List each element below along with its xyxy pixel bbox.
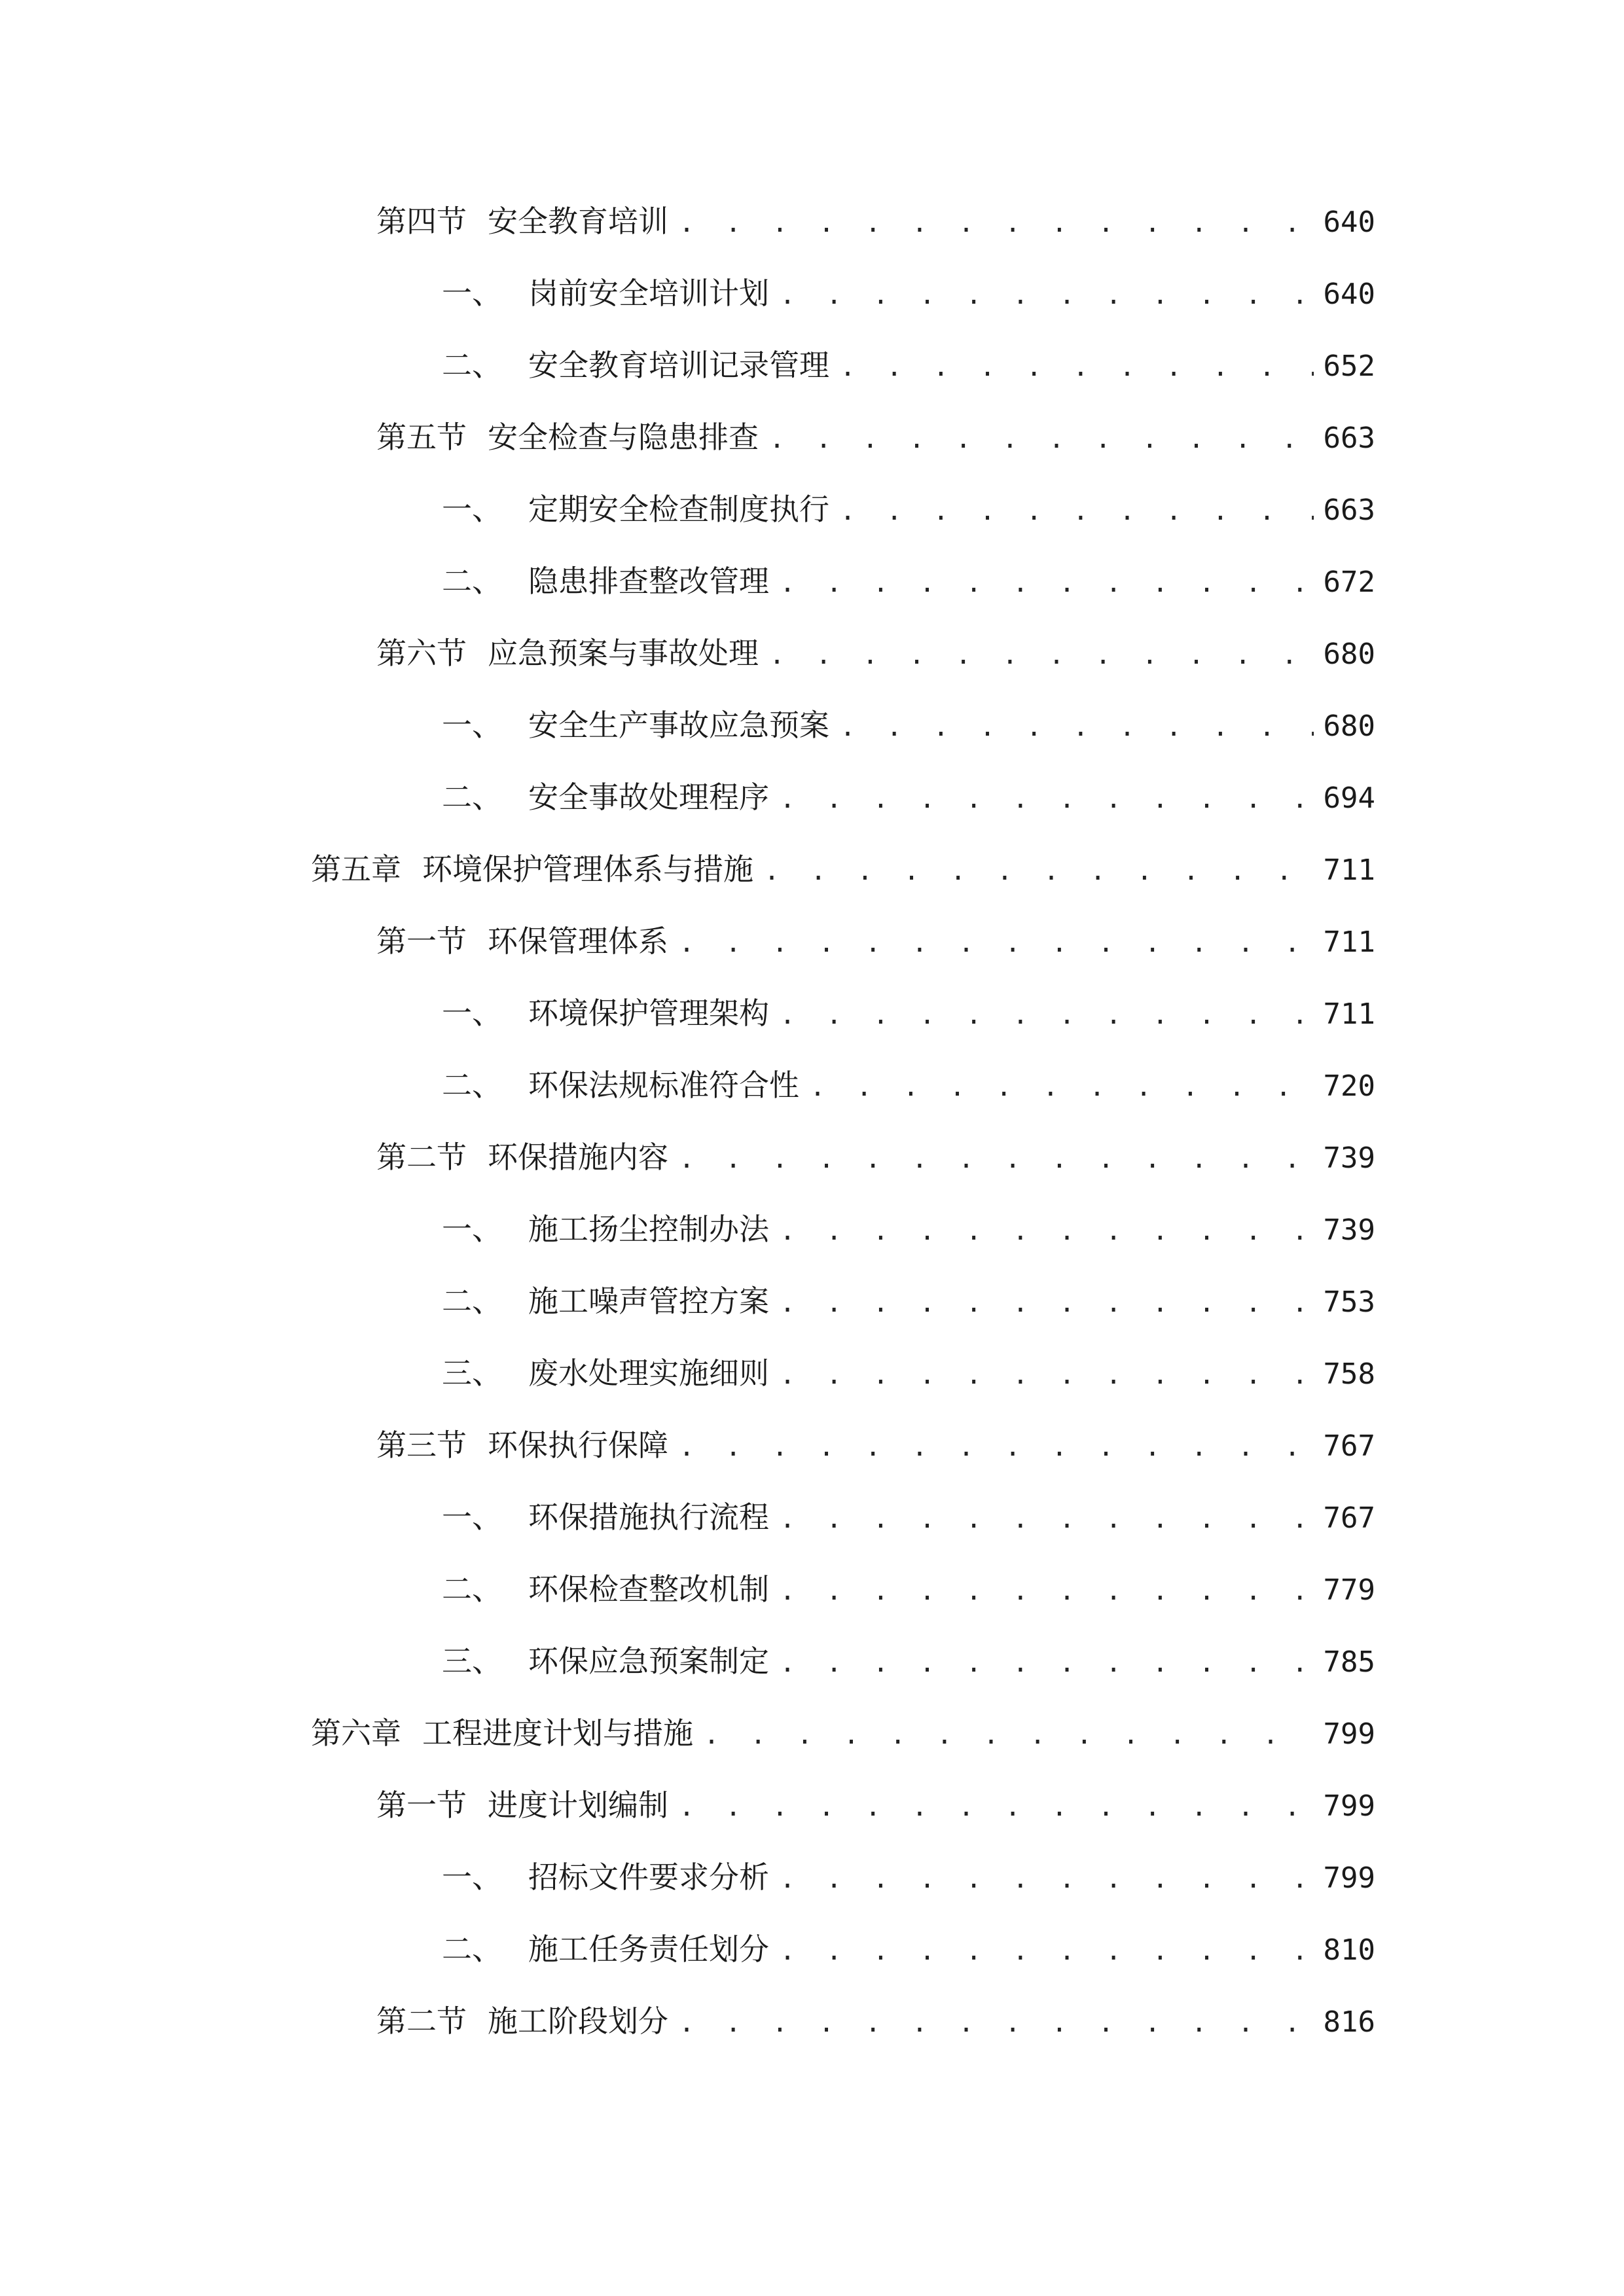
toc-entry-title: 工程进度计划与措施 (422, 1715, 693, 1751)
toc-entry-title: 环保法规标准符合性 (528, 1067, 799, 1103)
toc-entry[interactable] (0, 977, 1624, 1049)
toc-entry-page: 640 (1323, 206, 1375, 239)
toc-entry-page: 799 (1323, 1789, 1375, 1823)
toc-entry-title: 环境保护管理体系与措施 (422, 852, 753, 887)
toc-entry-title: 隐患排查整改管理 (528, 564, 769, 599)
toc-entry-number: 第四节 (376, 204, 467, 239)
dot-leader (840, 691, 1314, 763)
toc-entry[interactable] (0, 1049, 1624, 1121)
toc-entry-page: 758 (1323, 1357, 1375, 1391)
dot-leader (679, 187, 1314, 259)
toc-entry-page: 785 (1323, 1645, 1375, 1679)
dot-leader (840, 331, 1314, 403)
toc-entry-number: 第一节 (376, 1787, 467, 1823)
toc-entry[interactable] (0, 833, 1624, 905)
toc-entry-number: 第五章 (311, 852, 401, 887)
dot-leader (780, 259, 1314, 331)
toc-entry-title: 施工扬尘控制办法 (528, 1211, 769, 1247)
toc-entry-number: 第五节 (376, 420, 467, 455)
toc-entry[interactable] (0, 1121, 1624, 1193)
toc-entry-number: 一、 (442, 492, 502, 527)
dot-leader (780, 1843, 1314, 1915)
toc-entry[interactable] (0, 1553, 1624, 1625)
toc-entry[interactable] (0, 1841, 1624, 1913)
toc-entry-number: 二、 (442, 1283, 502, 1319)
toc-entry-title: 安全检查与隐患排查 (488, 420, 759, 455)
toc-entry-page: 767 (1323, 1429, 1375, 1463)
toc-entry-title: 安全事故处理程序 (528, 780, 769, 815)
toc-entry-page: 739 (1323, 1213, 1375, 1247)
dot-leader (769, 403, 1314, 475)
toc-entry-title: 环保措施执行流程 (528, 1499, 769, 1535)
dot-leader (780, 979, 1314, 1051)
toc-entry-page: 663 (1323, 422, 1375, 455)
toc-entry-title: 施工阶段划分 (488, 2003, 668, 2039)
toc-entry-title: 岗前安全培训计划 (528, 276, 769, 311)
toc-entry-page: 739 (1323, 1141, 1375, 1175)
toc-entry-number: 第三节 (376, 1427, 467, 1463)
toc-entry-title: 施工任务责任划分 (528, 1931, 769, 1967)
toc-entry[interactable] (0, 761, 1624, 833)
toc-entry-number: 三、 (442, 1643, 502, 1679)
toc-entry[interactable] (0, 1913, 1624, 1985)
toc-entry-page: 711 (1323, 997, 1375, 1031)
toc-entry-number: 一、 (442, 1859, 502, 1895)
toc-entry[interactable] (0, 1985, 1624, 2057)
dot-leader (810, 1051, 1314, 1123)
toc-entry[interactable] (0, 1769, 1624, 1841)
toc-entry-page: 767 (1323, 1501, 1375, 1535)
toc-entry-number: 第二节 (376, 1139, 467, 1175)
dot-leader (704, 1699, 1314, 1771)
toc-entry-title: 应急预案与事故处理 (488, 636, 759, 671)
toc-entry-page: 711 (1323, 925, 1375, 959)
toc-entry-page: 672 (1323, 565, 1375, 599)
toc-entry-page: 652 (1323, 350, 1375, 383)
toc-entry[interactable] (0, 617, 1624, 689)
toc-entry[interactable] (0, 1697, 1624, 1769)
toc-entry-page: 640 (1323, 278, 1375, 311)
toc-entry-title: 安全教育培训记录管理 (528, 348, 829, 383)
toc-entry-title: 环保执行保障 (488, 1427, 668, 1463)
toc-entry-number: 一、 (442, 1211, 502, 1247)
toc-entry-number: 二、 (442, 564, 502, 599)
dot-leader (679, 1123, 1314, 1195)
toc-entry-number: 二、 (442, 780, 502, 815)
toc-entry-page: 663 (1323, 493, 1375, 527)
toc-entry[interactable] (0, 329, 1624, 401)
toc-entry-title: 进度计划编制 (488, 1787, 668, 1823)
toc-entry-number: 第一节 (376, 924, 467, 959)
toc-entry-title: 环保应急预案制定 (528, 1643, 769, 1679)
toc-entry-page: 711 (1323, 853, 1375, 887)
toc-entry-page: 720 (1323, 1069, 1375, 1103)
toc-entry[interactable] (0, 545, 1624, 617)
toc-entry-title: 施工噪声管控方案 (528, 1283, 769, 1319)
toc-entry-number: 第二节 (376, 2003, 467, 2039)
toc-entry-title: 废水处理实施细则 (528, 1355, 769, 1391)
toc-entry-title: 安全教育培训 (488, 204, 668, 239)
toc-entry-number: 一、 (442, 996, 502, 1031)
toc-entry-page: 694 (1323, 781, 1375, 815)
toc-entry-title: 环保检查整改机制 (528, 1571, 769, 1607)
toc-entry[interactable] (0, 905, 1624, 977)
toc-entry-page: 779 (1323, 1573, 1375, 1607)
toc-entry-number: 第六节 (376, 636, 467, 671)
toc-entry-title: 招标文件要求分析 (528, 1859, 769, 1895)
toc-entry[interactable] (0, 185, 1624, 257)
dot-leader (780, 547, 1314, 619)
toc-entry[interactable] (0, 257, 1624, 329)
dot-leader (679, 1987, 1314, 2059)
toc-entry-page: 753 (1323, 1285, 1375, 1319)
toc-entry-title: 环境保护管理架构 (528, 996, 769, 1031)
toc-entry-title: 定期安全检查制度执行 (528, 492, 829, 527)
toc-entry-page: 799 (1323, 1717, 1375, 1751)
toc-entry-number: 一、 (442, 708, 502, 743)
dot-leader (769, 619, 1314, 691)
toc-entry-page: 816 (1323, 2005, 1375, 2039)
toc-entry[interactable] (0, 1193, 1624, 1265)
dot-leader (840, 475, 1314, 547)
toc-entry-page: 680 (1323, 709, 1375, 743)
dot-leader (679, 1411, 1314, 1483)
dot-leader (764, 835, 1314, 907)
toc-entry[interactable] (0, 1625, 1624, 1697)
dot-leader (780, 763, 1314, 835)
toc-entry[interactable] (0, 401, 1624, 473)
toc-entry-number: 一、 (442, 276, 502, 311)
toc-entry-page: 799 (1323, 1861, 1375, 1895)
toc-entry-page: 680 (1323, 637, 1375, 671)
table-of-contents (0, 185, 1624, 2057)
dot-leader (679, 907, 1314, 979)
toc-entry-number: 三、 (442, 1355, 502, 1391)
toc-entry-number: 一、 (442, 1499, 502, 1535)
dot-leader (780, 1195, 1314, 1267)
toc-entry[interactable] (0, 473, 1624, 545)
toc-entry[interactable] (0, 1409, 1624, 1481)
toc-entry-number: 第六章 (311, 1715, 401, 1751)
toc-entry-number: 二、 (442, 1067, 502, 1103)
dot-leader (780, 1555, 1314, 1627)
toc-entry-number: 二、 (442, 348, 502, 383)
toc-entry-title: 环保措施内容 (488, 1139, 668, 1175)
dot-leader (780, 1267, 1314, 1339)
toc-entry-number: 二、 (442, 1931, 502, 1967)
toc-entry-title: 安全生产事故应急预案 (528, 708, 829, 743)
dot-leader (780, 1915, 1314, 1987)
toc-entry[interactable] (0, 1265, 1624, 1337)
toc-entry[interactable] (0, 689, 1624, 761)
dot-leader (780, 1483, 1314, 1555)
toc-entry[interactable] (0, 1481, 1624, 1553)
toc-entry[interactable] (0, 1337, 1624, 1409)
dot-leader (780, 1339, 1314, 1411)
dot-leader (780, 1627, 1314, 1699)
toc-entry-number: 二、 (442, 1571, 502, 1607)
toc-entry-page: 810 (1323, 1933, 1375, 1967)
toc-entry-title: 环保管理体系 (488, 924, 668, 959)
dot-leader (679, 1771, 1314, 1843)
